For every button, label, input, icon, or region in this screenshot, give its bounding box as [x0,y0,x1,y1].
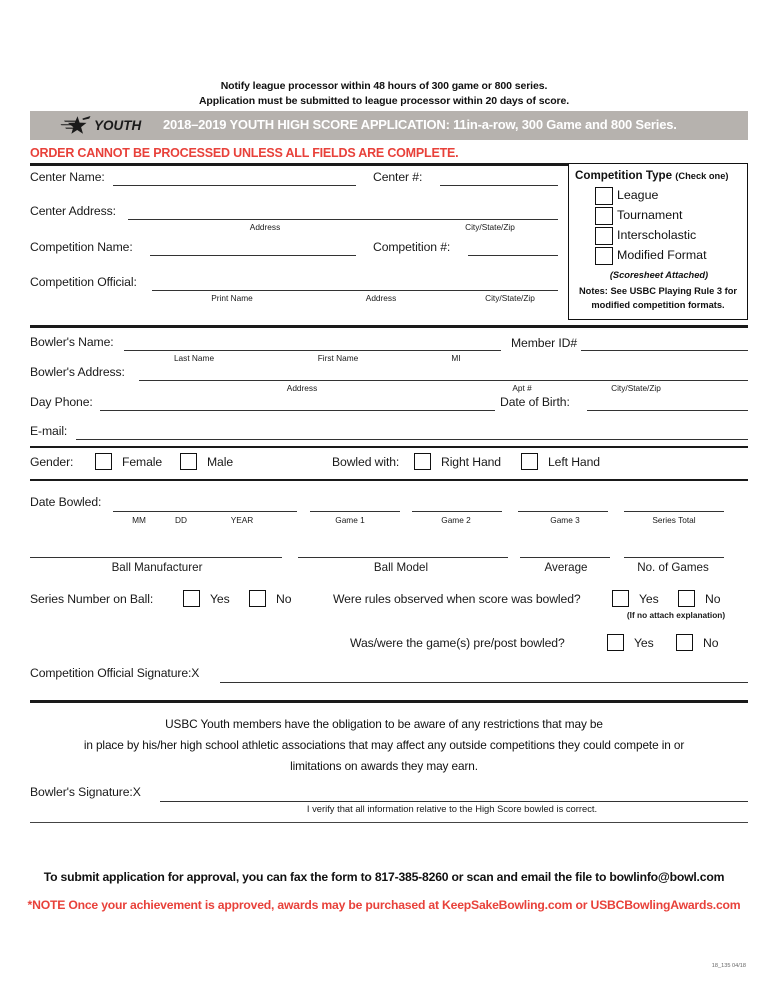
bowler-name-hint-first: First Name [317,353,359,363]
divider-after-center [30,325,748,328]
divider-before-gender [30,446,748,448]
dob-label: Date of Birth: [500,395,570,409]
label-rules-yes: Yes [639,592,659,606]
checkbox-left-hand[interactable] [521,453,538,470]
competition-official-input[interactable] [152,290,558,291]
youth-star-logo [56,114,160,138]
checkbox-interscholastic[interactable] [595,227,613,245]
center-name-input[interactable] [113,185,356,186]
checkbox-female[interactable] [95,453,112,470]
official-hint-address: Address [365,293,397,303]
checkbox-prepost-no[interactable] [676,634,693,651]
checkbox-series-number-yes[interactable] [183,590,200,607]
bowler-address-hint-apt: Apt # [512,383,532,393]
bowler-signature-input[interactable] [160,801,748,802]
label-male: Male [207,455,234,469]
official-hint-citystatezip: City/State/Zip [485,293,535,303]
label-tournament: Tournament [617,208,683,222]
competition-name-label: Competition Name: [30,240,133,254]
checkbox-right-hand[interactable] [414,453,431,470]
competition-type-heading: Competition Type [575,169,673,182]
checkbox-rules-yes[interactable] [612,590,629,607]
banner-title: 2018–2019 YOUTH HIGH SCORE APPLICATION: 11in-a-row, 300 Game and 800 Series. [163,117,677,132]
label-rules-no: No [705,592,721,606]
number-of-games-label: No. of Games [637,561,709,574]
dob-input[interactable] [587,410,748,411]
obligation-line-2: in place by his/her high school athletic associations that may affect any outside competitions they could compete in or [83,738,685,752]
awards-note: *NOTE Once your achievement is approved, awards may be purchased at KeepSakeBowling.com or USBCBowlingAwards.com [27,898,741,912]
bowler-name-hint-mi: MI [451,353,461,363]
bowler-address-hint-citystatezip: City/State/Zip [611,383,661,393]
game2-label: Game 2 [441,515,471,525]
order-warning-heading: ORDER CANNOT BE PROCESSED UNLESS ALL FIELDS ARE COMPLETE. [30,146,459,160]
bowler-address-input[interactable] [139,380,748,381]
bowler-signature-label: Bowler's Signature:X [30,785,141,799]
series-number-on-ball-label: Series Number on Ball: [30,592,154,606]
game2-input[interactable] [412,511,502,512]
notes-line-1: Notes: See USBC Playing Rule 3 for [578,286,738,296]
email-input[interactable] [76,439,748,440]
bowler-name-label: Bowler's Name: [30,335,114,349]
official-signature-input[interactable] [220,682,748,683]
bowler-name-input[interactable] [124,350,501,351]
competition-type-title [575,169,729,182]
game1-label: Game 1 [335,515,365,525]
obligation-line-1: USBC Youth members have the obligation to be aware of any restrictions that may be [165,717,603,731]
day-phone-label: Day Phone: [30,395,93,409]
competition-number-label: Competition #: [373,240,451,254]
checkbox-tournament[interactable] [595,207,613,225]
notice-line-2: Application must be submitted to league processor within 20 days of score. [198,95,570,107]
competition-type-box [568,163,748,320]
center-address-hint-citystatezip: City/State/Zip [465,222,515,232]
date-hint-year: YEAR [230,515,254,525]
date-hint-mm: MM [132,515,146,525]
date-bowled-label: Date Bowled: [30,495,102,509]
label-prepost-no: No [703,636,719,650]
label-modified-format: Modified Format [617,248,707,262]
divider-after-gender [30,479,748,481]
game1-input[interactable] [310,511,400,512]
number-of-games-input[interactable] [624,557,724,558]
ball-model-label: Ball Model [373,561,429,574]
label-series-number-no: No [276,592,292,606]
divider-before-obligation [30,700,748,703]
form-code: 18_135 04/18 [711,963,746,969]
competition-number-input[interactable] [468,255,558,256]
center-address-input[interactable] [128,219,558,220]
gender-label: Gender: [30,455,74,469]
label-left-hand: Left Hand [548,455,600,469]
scoresheet-attached-note: (Scoresheet Attached) [609,270,709,280]
competition-type-check-one: (Check one) [675,171,729,181]
center-address-label: Center Address: [30,204,116,218]
checkbox-series-number-no[interactable] [249,590,266,607]
verify-note: I verify that all information relative to the High Score bowled is correct. [306,803,598,814]
obligation-line-3: limitations on awards they may earn. [290,759,478,773]
game3-input[interactable] [518,511,608,512]
prepost-bowled-question: Was/were the game(s) pre/post bowled? [350,636,565,650]
label-female: Female [122,455,163,469]
checkbox-male[interactable] [180,453,197,470]
official-hint-print-name: Print Name [211,293,253,303]
center-number-label: Center #: [373,170,423,184]
email-label: E-mail: [30,424,68,438]
series-total-label: Series Total [652,515,696,525]
bowler-address-hint-address: Address [286,383,318,393]
checkbox-modified-format[interactable] [595,247,613,265]
bowler-address-label: Bowler's Address: [30,365,125,379]
ball-manufacturer-label: Ball Manufacturer [111,561,203,574]
label-right-hand: Right Hand [441,455,501,469]
competition-name-input[interactable] [150,255,356,256]
divider-before-footer [30,822,748,823]
series-total-input[interactable] [624,511,724,512]
label-prepost-yes: Yes [634,636,654,650]
checkbox-rules-no[interactable] [678,590,695,607]
member-id-input[interactable] [581,350,748,351]
date-bowled-input[interactable] [113,511,297,512]
date-hint-dd: DD [175,515,187,525]
average-label: Average [544,561,588,574]
center-name-label: Center Name: [30,170,105,184]
ball-manufacturer-input[interactable] [30,557,282,558]
member-id-label: Member ID# [511,336,578,350]
checkbox-prepost-yes[interactable] [607,634,624,651]
center-number-input[interactable] [440,185,558,186]
ball-model-input[interactable] [298,557,508,558]
notes-line-2: modified competition formats. [591,300,725,310]
bowled-with-label: Bowled with: [332,455,400,469]
day-phone-input[interactable] [100,410,495,411]
rules-observed-question: Were rules observed when score was bowled? [333,592,581,606]
youth-logo-text: YOUTH [94,118,142,133]
bowler-name-hint-last: Last Name [173,353,215,363]
official-signature-label: Competition Official Signature:X [30,666,200,680]
competition-official-label: Competition Official: [30,275,137,289]
label-league: League [617,188,659,202]
star-icon [56,114,96,138]
center-address-hint-address: Address [249,222,281,232]
label-series-number-yes: Yes [210,592,230,606]
label-interscholastic: Interscholastic [617,228,697,242]
checkbox-league[interactable] [595,187,613,205]
notice-line-1: Notify league processor within 48 hours of 300 game or 800 series. [220,80,548,92]
game3-label: Game 3 [550,515,580,525]
submit-instructions: To submit application for approval, you can fax the form to 817-385-8260 or scan and email the file to bowlinfo@bowl.com [43,870,725,884]
average-input[interactable] [520,557,610,558]
rules-explanation-note: (If no attach explanation) [626,610,726,620]
